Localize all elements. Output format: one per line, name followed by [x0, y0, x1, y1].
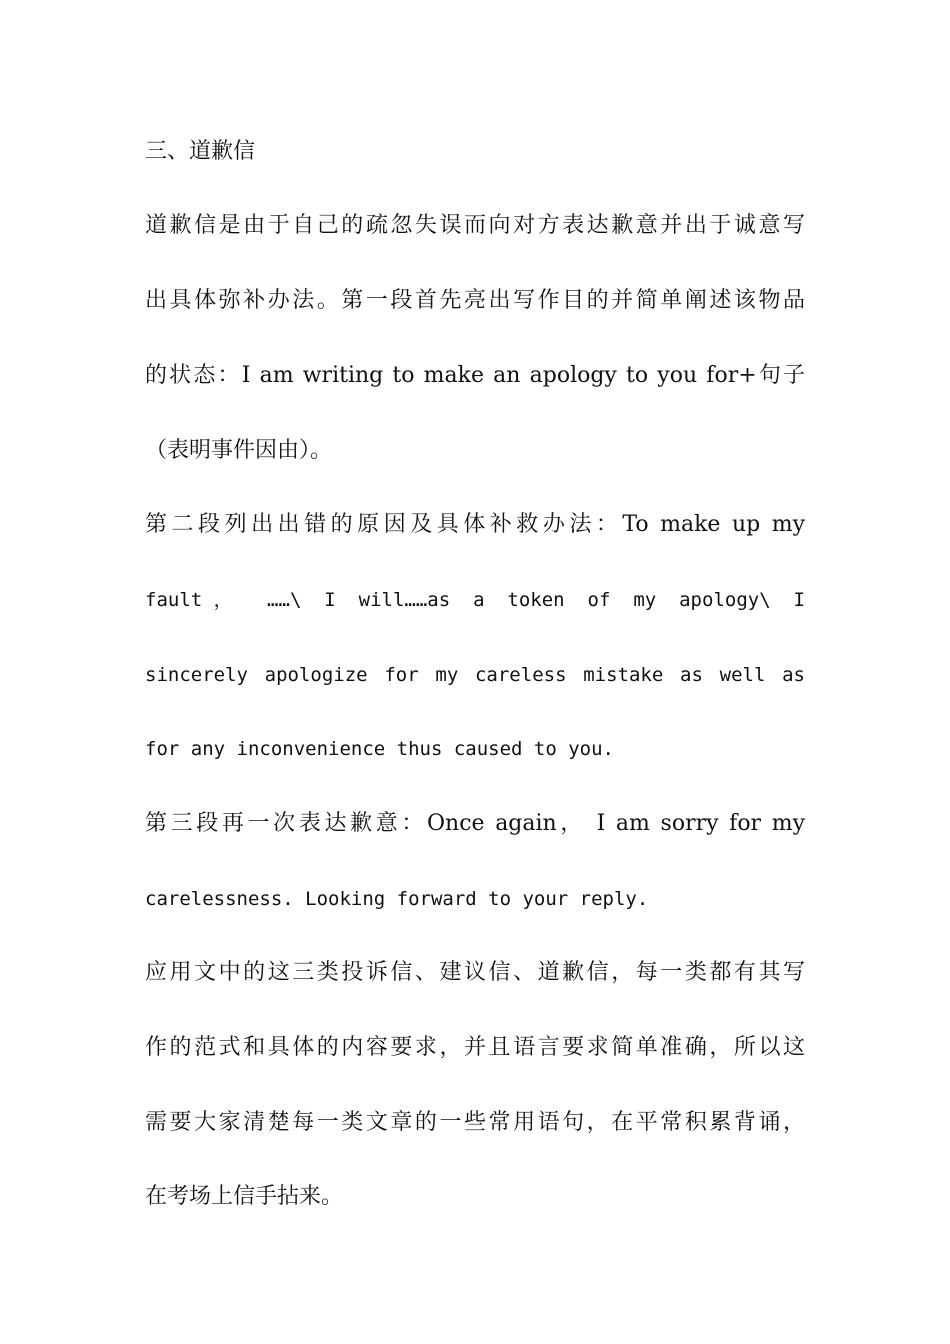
paragraph-line: for any inconvenience thus caused to you. [145, 738, 614, 760]
paragraph-line: fault， ……\ I will……as a token of my apology\ I [145, 589, 805, 611]
paragraph-line: 出具体弥补办法。第一段首先亮出写作目的并简单阐述该物品 [145, 288, 805, 313]
paragraph-line: 应用文中的这三类投诉信、建议信、道歉信，每一类都有其写 [145, 960, 805, 985]
paragraph-line: 第二段列出出错的原因及具体补救办法：To make up my [145, 512, 805, 537]
paragraph-line: 在考场上信手拈来。 [145, 1184, 344, 1209]
paragraph-line: 第三段再一次表达歉意：Once again， I am sorry for my [145, 811, 805, 836]
paragraph-line: 的状态：I am writing to make an apology to you for+句子 [145, 363, 805, 388]
paragraph-line: 需要大家清楚每一类文章的一些常用语句，在平常积累背诵， [145, 1110, 805, 1135]
paragraph-line: 道歉信是由于自己的疏忽失误而向对方表达歉意并出于诚意写 [145, 213, 805, 238]
section-heading: 三、道歉信 [145, 139, 256, 164]
paragraph-line: 作的范式和具体的内容要求，并且语言要求简单准确，所以这 [145, 1035, 805, 1060]
paragraph-line: sincerely apologize for my careless mistake as well as [145, 664, 805, 686]
paragraph-line: （表明事件因由）。 [145, 438, 333, 463]
paragraph-line: carelessness. Looking forward to your reply. [145, 888, 649, 910]
